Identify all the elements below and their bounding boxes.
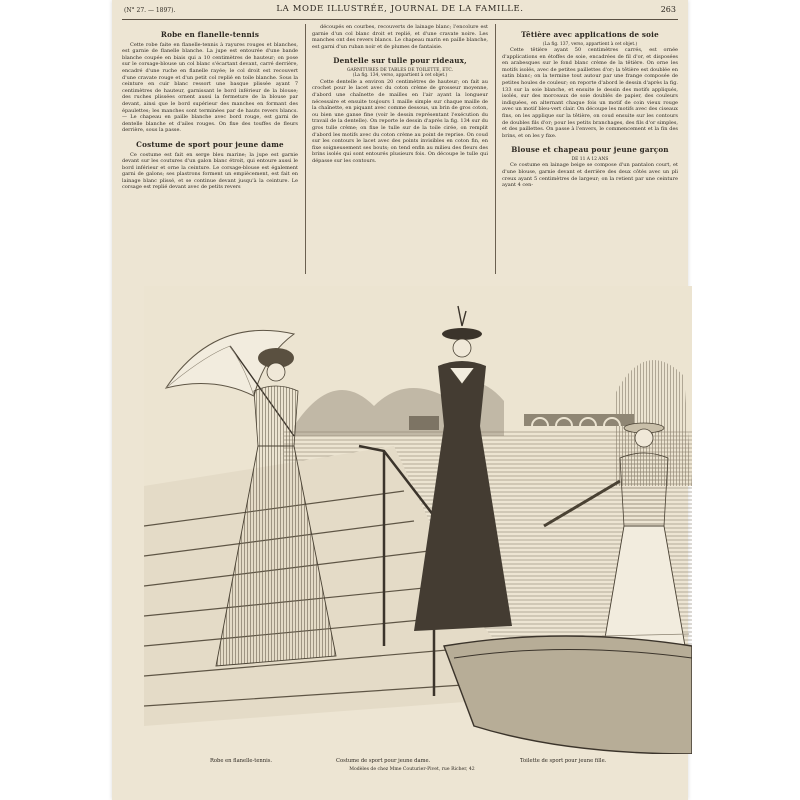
article-title-costume: Costume de sport pour jeune dame [136,139,284,149]
article-text-robe: Cette robe faite en flanelle-tennis à rayures rouges et blanches, est garnie de flanelle blanche. La jupe est entourée d'une bande blanche coupée en biais qui a 10 centimètres de hauteur; on pose sur le corsage-blouse un col blanc s'écartant devant, carré derrière, encadré d'une ruche en flanelle rayée; le col droit est recouvert d'une cravate rouge et d'un petit col replié en toile blanche. Sous la ceinture en cuir blanc ressort une basque plissée ayant 7 centimètres de hauteur, garnissant le bord inférieur de la blouse; des ruches plissées ornent aussi la fermeture de la blouse par devant, ainsi que le bord supérieur des manches en formant des épaulettes; les manches sont terminées par de hauts revers blancs. — Le chapeau en paille blanche avec bord rouge, est garni de dentelle blanche et d'ailes rouges. On fixe des touffes de fleurs derrière, sous la passe. [122,41,298,134]
article-text-tetiere: Cette têtière ayant 50 centimètres carrés, est ornée d'applications en étoffes de soie, encadrées de fil d'or, et disposées en arabesques sur le fond blanc crème de la têtière. On orne les motifs isolés, avec de petites paillettes d'or; la têtière est doublée en satin blanc; on la termine tout autour par une frange composée de petites houles de couleur; on reporte d'abord le dessin d'après la fig. 133 sur la soie blanche, et ensuite le dessin des motifs appliqués, isolés, sur des morceaux de soie doublés de papier, des couleurs indiquées, en alternant chaque fois un motif de coin vieux rouge avec un motif bleu-vert clair. On découpe les motifs avec des ciseaux fins, on les applique sur la têtière, on coud ensuite sur les contours de doubles fils d'or; pour les petits branchages, des fils d'or simples, et des paillettes. On passe à l'envers, le commencement et la fin des brins, et on les y fixe. [502,47,678,139]
page-header [112,4,688,18]
column-right [502,24,678,274]
caption-center: Costume de sport pour jeune dame. [336,758,431,764]
column-divider [305,24,306,274]
column-left [122,24,298,289]
article-subtitle-blouse: DE 11 A 12 ANS [571,156,609,162]
article-text-dentelle: Cette dentelle a environ 20 centimètres de hauteur; on fait au crochet pour le lacet avec du coton crème de grosseur moyenne, d'abord une chaînette de mailles en l'air ayant la longueur nécessaire et ensuite toujours 1 maille simple sur chaque maille de la chaînette, en piquant avec comme dessous, un brin de gros coton, ou bien une ganse fine (voir le dessin représentant l'exécution du travail de la dentelle). On reporte le dessin d'après la fig. 134 sur du gros tulle crème; on fixe le tulle sur de la toile cirée, on remplit d'abord les motifs avec du coton crème au point de reprise. On coud sur les contours le lacet avec des points invisibles en coton fin, en fixe soigneusement ses bouts; on tend enfin au milieu des fleurs des brins isolés qui sont entourés plusieurs fois. On découpe le tulle qui dépasse sur les contours. [312,78,488,164]
journal-title: LA MODE ILLUSTRÉE, JOURNAL DE LA FAMILLE. [276,4,524,14]
article-title-blouse: Blouse et chapeau pour jeune garçon [511,145,669,155]
article-text-blouse: Ce costume en lainage beige se compose d'un pantalon court, et d'une blouse, garnie devant et derrière des deux côtés avec un pli creux ayant 5 centimètres de largeur; on la retient par une ceinture ayant 4 cen- [502,162,678,189]
article-title-tetiere: Têtière avec applications de soie [521,30,659,39]
boathouse [409,416,439,430]
article-title-robe: Robe en flanelle-tennis [160,30,260,39]
caption-right: Toilette de sport pour jeune fille. [520,758,607,764]
page-number: 263 [660,5,676,14]
bridge [524,414,634,426]
article-text-costume-cont: découpés en courbes, recouverts de lainage blanc; l'encolure est garnie d'un col blanc droit et replié, et d'une cravate noire. Les manches ont des revers blancs. Le chapeau marin en paille blanche, est garni d'un ruban noir et de plumes de fantaisie. [312,24,488,50]
journal-page [112,0,688,800]
issue-number: (N° 27. — 1897). [124,7,176,14]
article-text-costume: Ce costume est fait en serge bleu marine; la jupe est garnie devant sur les coutures d'un galon blanc étroit, qui entoure aussi le bord inférieur et orne la ceinture. Le corsage-blouse est également garni de galons; ses plastrons forment un empiècement, est fait en lainage blanc plissé, et se continue devant jusqu'à la ceinture. Le corsage est replié devant avec de petits revers [122,151,298,191]
caption-center-credit: Modèles de chez Mme Couturier-Pivet, rue Richer, 42 [349,767,475,772]
illustration-captions [112,758,688,786]
column-center [312,24,488,269]
article-title-dentelle: Dentelle sur tulle pour rideaux, [333,56,467,66]
article-subtitle-dentelle: GARNITURES DE TABLES DE TOILETTE, ETC. [346,67,453,73]
header-rule [122,19,678,20]
caption-left: Robe en flanelle-tennis. [210,758,273,764]
article-ref-dentelle: (La fig. 134, verso, appartient à cet objet.) [352,73,448,79]
column-divider [495,24,496,274]
fashion-engraving [144,286,692,754]
article-ref-tetiere: (La fig. 137, verso, appartient à cet objet.) [542,41,638,47]
